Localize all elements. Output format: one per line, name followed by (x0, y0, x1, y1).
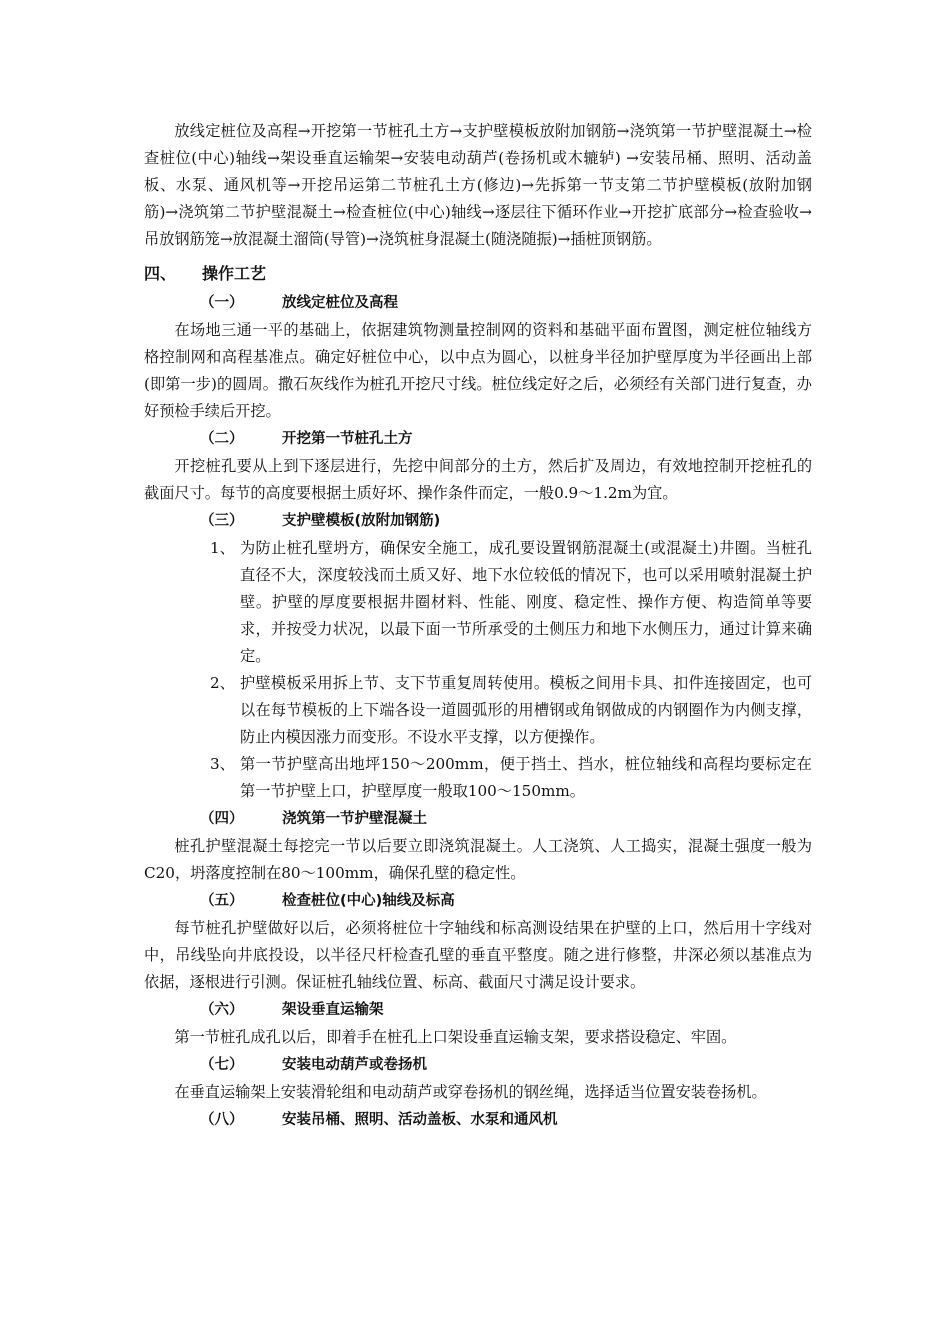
subsection-title: 开挖第一节桩孔土方 (282, 431, 413, 447)
subsection-paragraph-5: 每节桩孔护壁做好以后，必须将桩位十字轴线和标高测设结果在护壁的上口，然后用十字线对中，吊线坠向井底投设，以半径尺杆检查孔壁的垂直平整度。随之进行修整，井深必须以基准点为依据，逐根进行引测。保证桩孔轴线位置、标高、截面尺寸满足设计要求。 (144, 919, 812, 991)
subsection-heading-4 (144, 805, 812, 833)
list-item-text: 护壁模板采用拆上节、支下节重复周转使用。模板之间用卡具、扣件连接固定，也可以在每节模板的上下端各设一道圆弧形的用槽钢或角钢做成的内钢圈作为内侧支撑，防止内模因涨力而变形。不设水平支撑，以方便操作。 (240, 674, 812, 746)
subsection-title: 安装吊桶、照明、活动盖板、水泵和通风机 (282, 1112, 558, 1128)
subsection-number: （七） (200, 1057, 244, 1073)
subsection-number: （三） (200, 513, 244, 529)
subsection-paragraph-6: 第一节桩孔成孔以后，即着手在桩孔上口架设垂直运输支架，要求搭设稳定、牢固。 (174, 1028, 737, 1046)
section-title: 操作工艺 (202, 264, 267, 283)
subsection-heading-6 (144, 996, 812, 1024)
subsection-paragraph-7: 在垂直运输架上安装滑轮组和电动葫芦或穿卷扬机的钢丝绳，选择适当位置安装卷扬机。 (174, 1083, 767, 1101)
subsection-number: （八） (200, 1112, 244, 1128)
subsection-heading-2 (144, 425, 812, 453)
subsection-number: （五） (200, 893, 244, 909)
list-item (144, 751, 812, 805)
document-body (144, 118, 812, 1134)
subsection-heading-5 (144, 887, 812, 915)
list-item-text: 为防止桩孔壁坍方，确保安全施工，成孔要设置钢筋混凝土(或混凝土)井圈。当桩孔直径不大，深度较浅而土质又好、地下水位较低的情况下，也可以采用喷射混凝土护壁。护壁的厚度要根据井圈材料、性能、刚度、稳定性、操作方便、构造简单等要求，并按受力状况，以最下面一节所承受的土侧压力和地下水侧压力，通过计算来确定。 (240, 539, 812, 665)
process-flow-paragraph: 放线定桩位及高程→开挖第一节桩孔土方→支护壁模板放附加钢筋→浇筑第一节护壁混凝土→检查桩位(中心)轴线→架设垂直运输架→安装电动葫芦(卷扬机或木辘轳) →安装吊桶、照明、活动盖板、水泵、通风机等→开挖吊运第二节桩孔土方(修边)→先拆第一节支第二节护壁模板(放附加钢筋)→浇筑第二节护壁混凝土→检查桩位(中心)轴线→逐层往下循环作业→开挖扩底部分→检查验收→吊放钢筋笼→放混凝土溜筒(导管)→浇筑桩身混凝土(随浇随振)→插桩顶钢筋。 (144, 122, 812, 248)
subsection-heading-7 (144, 1051, 812, 1079)
subsection-title: 安装电动葫芦或卷扬机 (282, 1057, 427, 1073)
section-number: 四、 (144, 264, 177, 283)
subsection-title: 支护壁模板(放附加钢筋) (282, 513, 441, 529)
section-heading (144, 259, 812, 289)
subsection-number: （一） (200, 295, 244, 311)
subsection-title: 放线定桩位及高程 (282, 295, 398, 311)
subsection-title: 检查桩位(中心)轴线及标高 (282, 893, 455, 909)
subsection-number: （四） (200, 811, 244, 827)
subsection-heading-3 (144, 507, 812, 535)
subsection-paragraph-2: 开挖桩孔要从上到下逐层进行，先挖中间部分的土方，然后扩及周边，有效地控制开挖桩孔的截面尺寸。每节的高度要根据土质好坏、操作条件而定，一般0.9～1.2m为宜。 (144, 457, 812, 502)
list-item-text: 第一节护壁高出地坪150～200mm，便于挡土、挡水，桩位轴线和高程均要标定在第一节护壁上口，护壁厚度一般取100～150mm。 (240, 755, 812, 800)
subsection-title: 浇筑第一节护壁混凝土 (282, 811, 427, 827)
list-item-number: 3、 (210, 755, 235, 773)
list-item-number: 2、 (210, 674, 235, 692)
subsection-title: 架设垂直运输架 (282, 1002, 384, 1018)
subsection-heading-8 (144, 1106, 812, 1134)
list-item-number: 1、 (210, 539, 235, 557)
subsection-paragraph-4: 桩孔护壁混凝土每挖完一节以后要立即浇筑混凝土。人工浇筑、人工捣实，混凝土强度一般为C20，坍落度控制在80～100mm，确保孔壁的稳定性。 (144, 837, 812, 882)
subsection-heading-1 (144, 289, 812, 317)
list-item (144, 535, 812, 670)
subsection-paragraph-1: 在场地三通一平的基础上，依据建筑物测量控制网的资料和基础平面布置图，测定桩位轴线方格控制网和高程基准点。确定好桩位中心，以中点为圆心，以桩身半径加护壁厚度为半径画出上部(即第一步)的圆周。撒石灰线作为桩孔开挖尺寸线。桩位线定好之后，必须经有关部门进行复查，办好预检手续后开挖。 (144, 321, 812, 420)
subsection-number: （二） (200, 431, 244, 447)
subsection-number: （六） (200, 1002, 244, 1018)
list-item (144, 670, 812, 751)
